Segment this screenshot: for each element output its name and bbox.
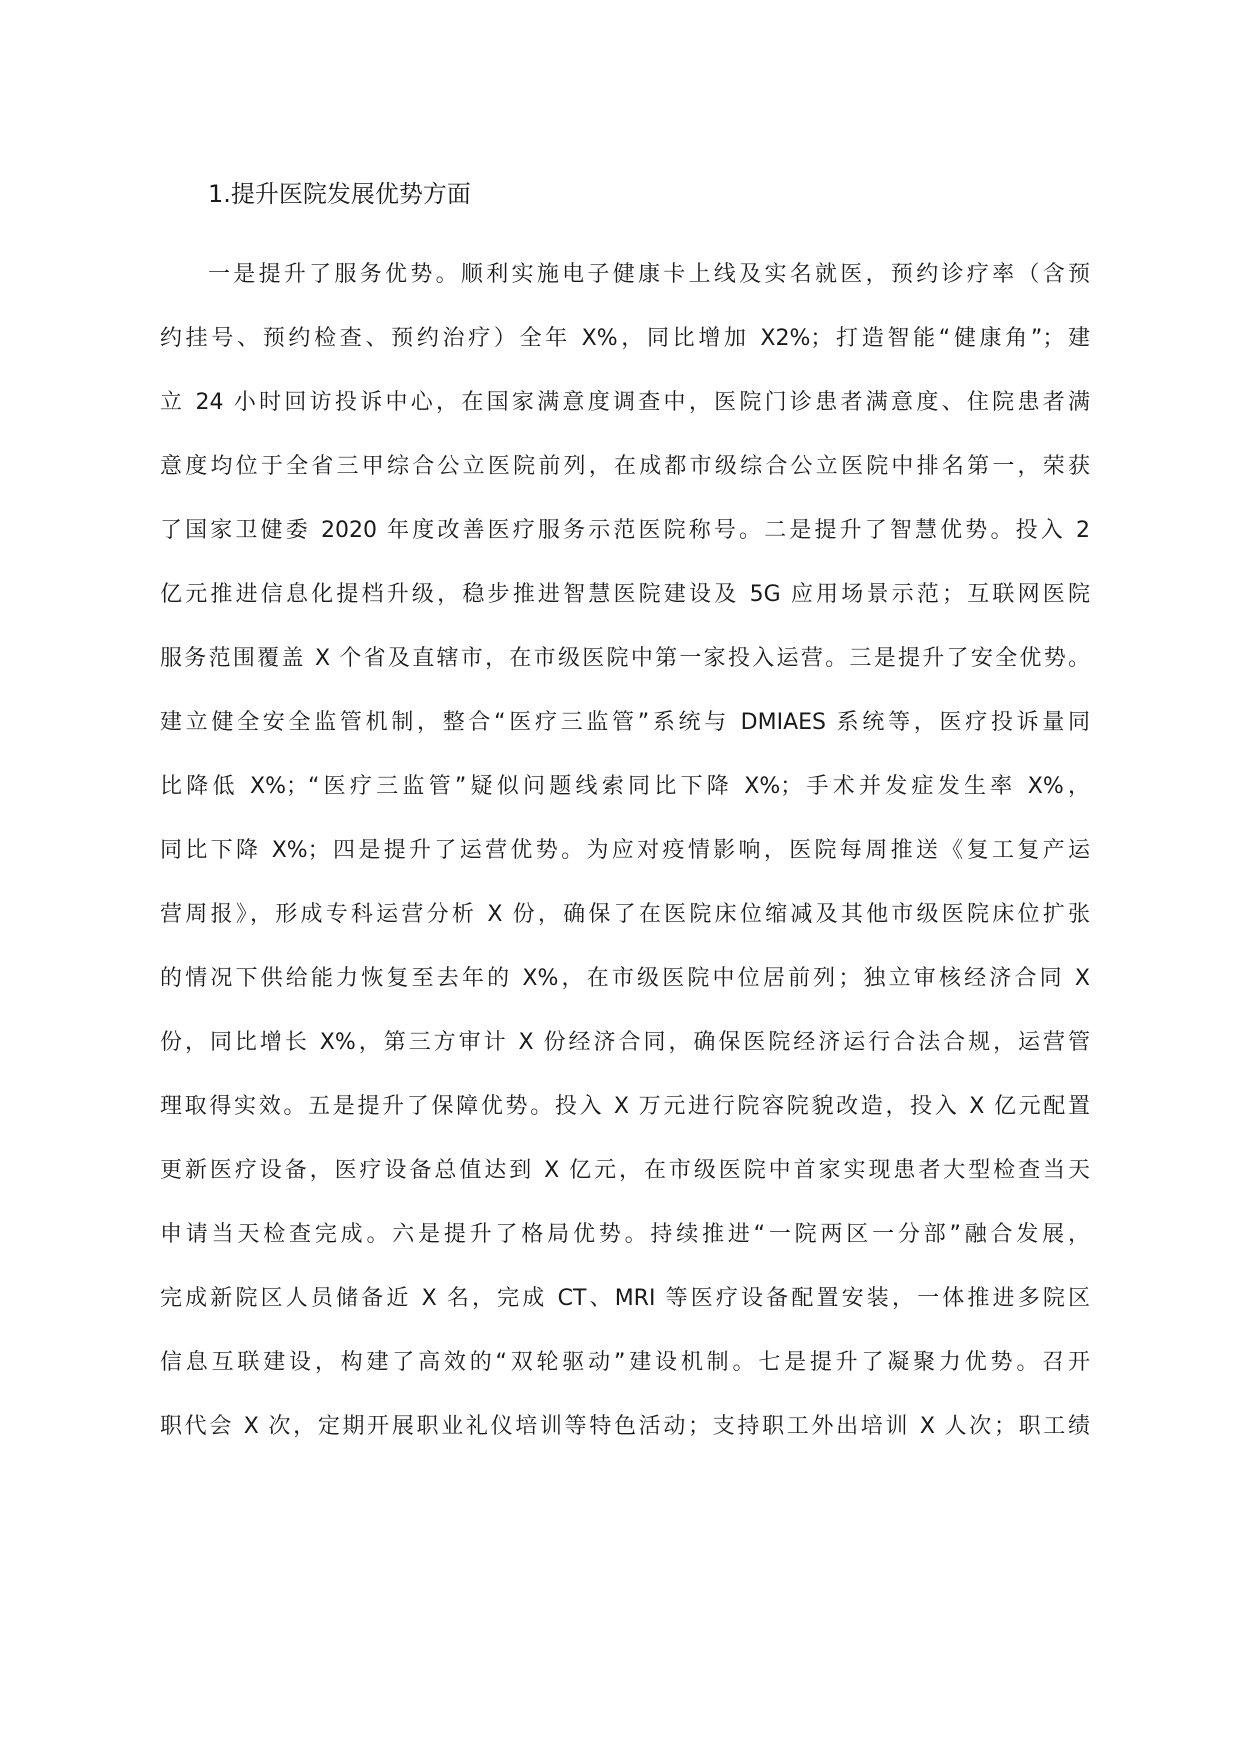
paragraph-line: 同比下降 X%；四是提升了运营优势。为应对疫情影响，医院每周推送《复工复产运 (160, 838, 1090, 863)
paragraph-line: 的情况下供给能力恢复至去年的 X%，在市级医院中位居前列；独立审核经济合同 X (160, 966, 1090, 991)
paragraph-line: 营周报》，形成专科运营分析 X 份，确保了在医院床位缩减及其他市级医院床位扩张 (160, 902, 1090, 927)
section-heading: 1.提升医院发展优势方面 (208, 180, 471, 208)
paragraph-line: 完成新院区人员储备近 X 名，完成 CT、MRI 等医疗设备配置安装，一体推进多院区 (160, 1286, 1090, 1311)
paragraph-line: 申请当天检查完成。六是提升了格局优势。持续推进“一院两区一分部”融合发展， (160, 1222, 1090, 1247)
paragraph-line: 建立健全安全监管机制，整合“医疗三监管”系统与 DMIAES 系统等，医疗投诉量同 (160, 710, 1090, 735)
paragraph-line: 份，同比增长 X%，第三方审计 X 份经济合同，确保医院经济运行合法合规，运营管 (160, 1030, 1090, 1055)
paragraph-line: 亿元推进信息化提档升级，稳步推进智慧医院建设及 5G 应用场景示范；互联网医院 (160, 582, 1090, 607)
paragraph-line: 了国家卫健委 2020 年度改善医疗服务示范医院称号。二是提升了智慧优势。投入 2 (160, 518, 1090, 543)
paragraph-line: 意度均位于全省三甲综合公立医院前列，在成都市级综合公立医院中排名第一，荣获 (160, 454, 1090, 479)
paragraph-line: 职代会 X 次，定期开展职业礼仪培训等特色活动；支持职工外出培训 X 人次；职工绩 (160, 1414, 1090, 1439)
paragraph-line: 更新医疗设备，医疗设备总值达到 X 亿元，在市级医院中首家实现患者大型检查当天 (160, 1158, 1090, 1183)
paragraph-line: 立 24 小时回访投诉中心，在国家满意度调查中，医院门诊患者满意度、住院患者满 (160, 390, 1090, 415)
paragraph-line: 信息互联建设，构建了高效的“双轮驱动”建设机制。七是提升了凝聚力优势。召开 (160, 1350, 1090, 1375)
paragraph-line: 约挂号、预约检查、预约治疗）全年 X%，同比增加 X2%；打造智能“健康角”；建 (160, 326, 1090, 351)
paragraph-line: 服务范围覆盖 X 个省及直辖市，在市级医院中第一家投入运营。三是提升了安全优势。 (160, 646, 1090, 671)
paragraph-line: 一是提升了服务优势。顺利实施电子健康卡上线及实名就医，预约诊疗率（含预 (208, 262, 1090, 287)
paragraph-line: 理取得实效。五是提升了保障优势。投入 X 万元进行院容院貌改造，投入 X 亿元配置 (160, 1094, 1090, 1119)
paragraph-line: 比降低 X%；“医疗三监管”疑似问题线索同比下降 X%；手术并发症发生率 X%， (160, 774, 1090, 799)
body-paragraph (160, 260, 1090, 1476)
